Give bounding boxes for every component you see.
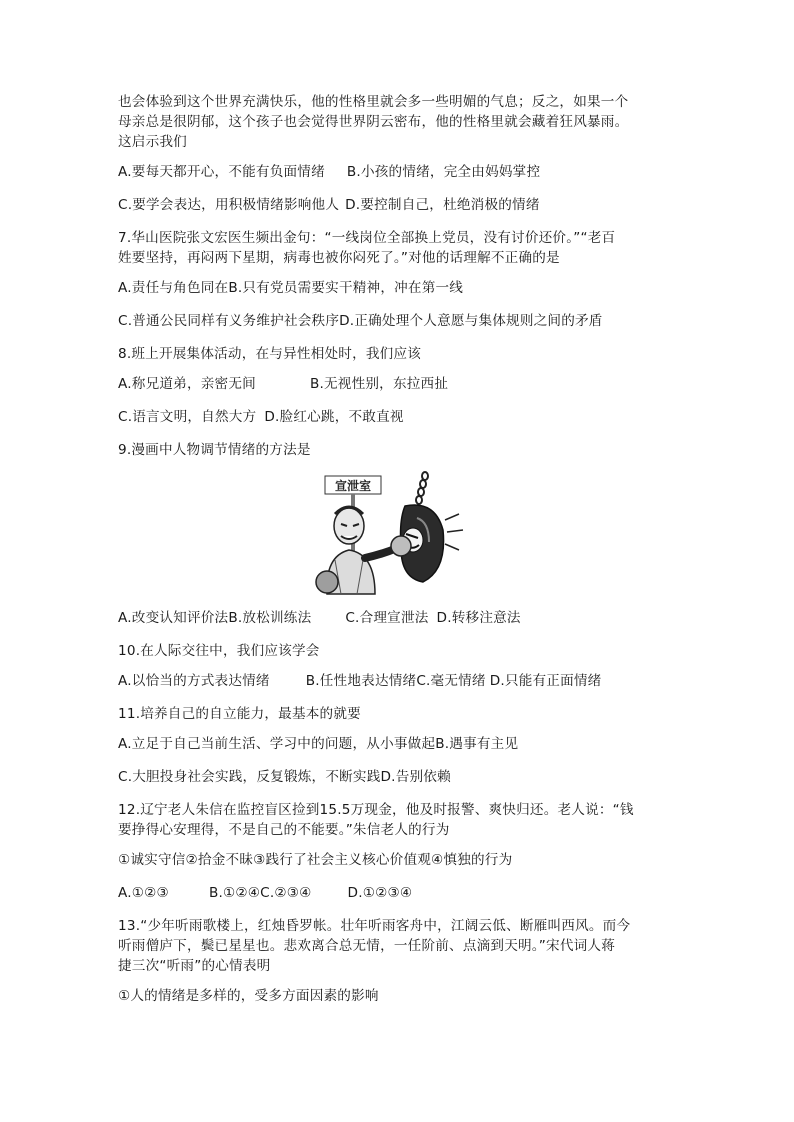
option-b[interactable]: B.放松训练法 (228, 610, 312, 626)
option-c[interactable]: C.要学会表达，用积极情绪影响他人 (118, 197, 340, 213)
question-text-line: 母亲总是很阴郁，这个孩子也会觉得世界阴云密布，他的性格里就会藏着狂风暴雨。 (118, 114, 629, 130)
question-text-line: 12.辽宁老人朱信在监控盲区捡到15.5万现金，他及时报警、爽快归还。老人说：“钱 (118, 802, 634, 818)
question-7 (118, 228, 678, 331)
option-row (118, 162, 678, 182)
option-c[interactable]: C.②③④ (260, 885, 312, 901)
cartoon-figure (118, 470, 678, 596)
option-row (118, 734, 678, 754)
option-row (118, 671, 678, 691)
question-text-line: 姓要坚持，再闷两下星期，病毒也被你闷死了。”对他的话理解不正确的是 (118, 250, 560, 266)
option-b[interactable]: B.任性地表达情绪 (305, 673, 417, 689)
exam-page (118, 92, 678, 1019)
option-b[interactable]: B.小孩的情绪，完全由妈妈掌控 (346, 164, 541, 180)
option-c[interactable]: C.大胆投身社会实践，反复锻炼，不断实践 (118, 769, 381, 785)
option-b[interactable]: B.无视性别，东拉西扯 (309, 376, 449, 392)
question-text-line: 捷三次“听雨”的心情表明 (118, 958, 271, 974)
option-c[interactable]: C.普通公民同样有义务维护社会秩序 (118, 313, 340, 329)
option-c[interactable]: C.合理宣泄法 (345, 610, 429, 626)
option-d[interactable]: D.①②③④ (347, 885, 413, 901)
venting-room-cartoon (305, 470, 485, 596)
option-a[interactable]: A.责任与角色同在 (118, 280, 229, 296)
question-13 (118, 916, 678, 1006)
option-b[interactable]: B.只有党员需要实干精神，冲在第一线 (228, 280, 464, 296)
option-d[interactable]: D.只能有正面情绪 (489, 673, 602, 689)
question-text-line: 10.在人际交往中，我们应该学会 (118, 643, 320, 659)
option-row (118, 311, 678, 331)
question-text-line: 11.培养自己的自立能力，最基本的就要 (118, 706, 361, 722)
cartoon-sign-label: 宣泄室 (334, 479, 372, 493)
option-row (118, 767, 678, 787)
question-10 (118, 641, 678, 691)
question-6 (118, 92, 678, 215)
option-row (118, 608, 678, 628)
option-b[interactable]: B.遇事有主见 (435, 736, 519, 752)
question-text-line: 这启示我们 (118, 134, 187, 150)
option-b[interactable]: B.①②④ (208, 885, 261, 901)
option-d[interactable]: D.转移注意法 (436, 610, 521, 626)
question-text-line: 要挣得心安理得，不是自己的不能要。”朱信老人的行为 (118, 822, 450, 838)
question-text-line: 13.“少年听雨歌楼上，红烛昏罗帐。壮年听雨客舟中，江阔云低、断雁叫西风。而今 (118, 918, 631, 934)
option-a[interactable]: A.要每天都开心，不能有负面情绪 (118, 164, 325, 180)
option-row (118, 278, 678, 298)
question-text-line: 听雨僧庐下，鬓已星星也。悲欢离合总无情，一任阶前、点滴到天明。”宋代词人蒋 (118, 938, 616, 954)
option-a[interactable]: A.①②③ (118, 885, 169, 901)
option-d[interactable]: D.告别依赖 (380, 769, 451, 785)
statement-list: ①人的情绪是多样的，受多方面因素的影响 (118, 988, 379, 1004)
option-row (118, 195, 678, 215)
question-text-line: 7.华山医院张文宏医生频出金句：“一线岗位全部换上党员，没有讨价还价。”“老百 (118, 230, 616, 246)
statement-list: ①诚实守信②拾金不昧③践行了社会主义核心价值观④慎独的行为 (118, 852, 513, 868)
option-row (118, 407, 678, 427)
option-c[interactable]: C.语言文明，自然大方 (118, 409, 257, 425)
option-row (118, 883, 678, 903)
question-text-line: 也会体验到这个世界充满快乐，他的性格里就会多一些明媚的气息；反之，如果一个 (118, 94, 629, 110)
question-9 (118, 440, 678, 628)
option-a[interactable]: A.改变认知评价法 (118, 610, 229, 626)
option-a[interactable]: A.立足于自己当前生活、学习中的问题，从小事做起 (118, 736, 436, 752)
question-12 (118, 800, 678, 903)
option-d[interactable]: D.正确处理个人意愿与集体规则之间的矛盾 (339, 313, 603, 329)
question-8 (118, 344, 678, 427)
option-a[interactable]: A.称兄道弟，亲密无间 (118, 376, 256, 392)
option-row (118, 374, 678, 394)
option-a[interactable]: A.以恰当的方式表达情绪 (118, 673, 270, 689)
option-d[interactable]: D.脸红心跳，不敢直视 (264, 409, 404, 425)
question-text-line: 8.班上开展集体活动，在与异性相处时，我们应该 (118, 346, 422, 362)
option-d[interactable]: D.要控制自己，杜绝消极的情绪 (345, 197, 540, 213)
question-text-line: 9.漫画中人物调节情绪的方法是 (118, 442, 311, 458)
option-c[interactable]: C.毫无情绪 (416, 673, 486, 689)
question-11 (118, 704, 678, 787)
